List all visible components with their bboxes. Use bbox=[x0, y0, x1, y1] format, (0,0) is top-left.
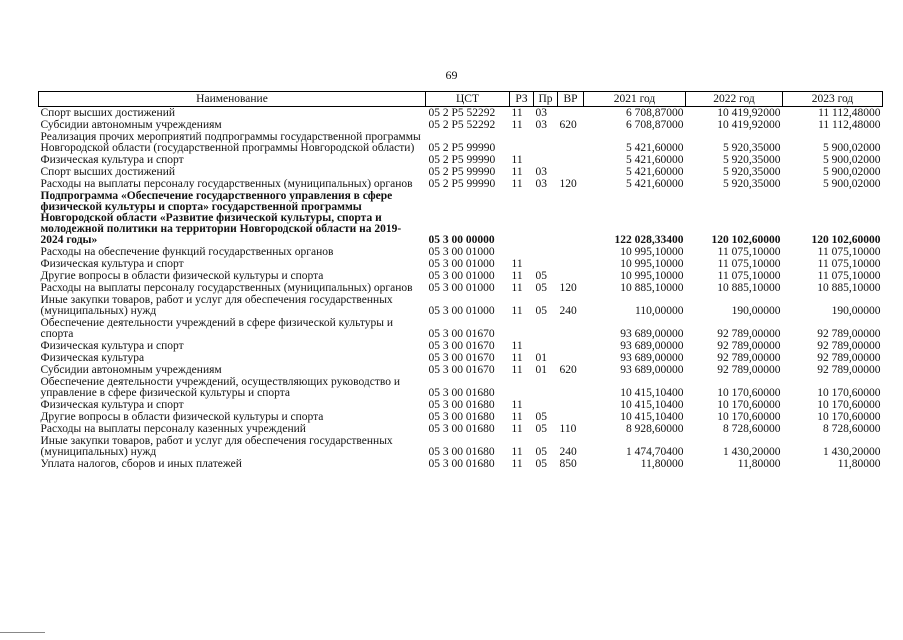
cell-rz: 11 bbox=[511, 352, 523, 364]
cell-name: Расходы на выплаты персоналу государственных (муниципальных) органов bbox=[40, 282, 413, 294]
cell-2022: 11,80000 bbox=[737, 458, 781, 470]
cell-2023: 10 170,60000 bbox=[817, 387, 881, 399]
header-rz: РЗ bbox=[510, 92, 534, 107]
cell-2021: 1 474,70400 bbox=[626, 446, 684, 458]
cell-cst: 05 3 00 01000 bbox=[428, 270, 495, 282]
cell-2022: 10 170,60000 bbox=[717, 399, 781, 411]
cell-name: Другие вопросы в области физической культуры и спорта bbox=[40, 411, 324, 423]
cell-2022: 10 170,60000 bbox=[717, 411, 781, 423]
cell-2021: 5 421,60000 bbox=[626, 142, 684, 154]
cell-rz bbox=[510, 376, 534, 399]
cell-2021: 5 421,60000 bbox=[626, 154, 684, 166]
cell-rz: 11 bbox=[511, 423, 523, 435]
cell-pr: 01 bbox=[535, 364, 547, 376]
cell-pr bbox=[534, 246, 558, 258]
table-header-row bbox=[39, 92, 883, 107]
cell-2023: 190,00000 bbox=[831, 305, 881, 317]
cell-2021: 10 995,10000 bbox=[620, 270, 684, 282]
table-row bbox=[39, 131, 883, 154]
cell-2022: 5 920,35000 bbox=[723, 142, 781, 154]
cell-cst: 05 3 00 01680 bbox=[428, 399, 495, 411]
cell-cst: 05 3 00 01000 bbox=[428, 258, 495, 270]
cell-pr bbox=[534, 399, 558, 411]
cell-vr: 120 bbox=[559, 178, 577, 190]
cell-2021: 110,00000 bbox=[635, 305, 684, 317]
cell-2023: 92 789,00000 bbox=[817, 340, 881, 352]
cell-cst: 05 2 Р5 99990 bbox=[428, 166, 496, 178]
cell-rz: 11 bbox=[511, 340, 523, 352]
cell-rz bbox=[510, 131, 534, 154]
cell-2022: 11 075,10000 bbox=[717, 246, 781, 258]
cell-cst: 05 3 00 01680 bbox=[428, 458, 495, 470]
cell-name: Подпрограмма «Обеспечение государственного управления в сфере физической культуры и спорта» государственной программы Новгородской области «Развитие физической культуры, спорта и молодежной политики на территории Новгородской области на 2019-2024 годы» bbox=[40, 190, 402, 246]
cell-vr: 240 bbox=[559, 446, 577, 458]
cell-2022: 120 102,60000 bbox=[711, 234, 781, 246]
table-row bbox=[39, 107, 883, 120]
cell-rz bbox=[510, 317, 534, 340]
header-2021: 2021 год bbox=[584, 92, 686, 107]
cell-pr: 05 bbox=[535, 270, 547, 282]
cell-vr: 620 bbox=[559, 119, 577, 131]
cell-2023: 8 728,60000 bbox=[823, 423, 881, 435]
cell-pr bbox=[534, 154, 558, 166]
cell-2022: 10 170,60000 bbox=[717, 387, 781, 399]
cell-vr: 120 bbox=[559, 282, 577, 294]
cell-name: Реализация прочих мероприятий подпрограммы государственной программы Новгородской области (государственной программы Новгородской области) bbox=[40, 131, 421, 154]
cell-pr bbox=[534, 258, 558, 270]
cell-2023: 10 170,60000 bbox=[817, 399, 881, 411]
cell-2023: 92 789,00000 bbox=[817, 328, 881, 340]
cell-cst: 05 3 00 01000 bbox=[428, 246, 495, 258]
cell-pr: 03 bbox=[535, 119, 547, 131]
cell-name: Обеспечение деятельности учреждений в сфере физической культуры и спорта bbox=[40, 317, 394, 340]
page-number: 69 bbox=[445, 68, 458, 82]
cell-pr: 05 bbox=[535, 446, 547, 458]
cell-name: Другие вопросы в области физической культуры и спорта bbox=[40, 270, 324, 282]
cell-vr bbox=[558, 107, 584, 120]
cell-2023: 5 900,02000 bbox=[823, 142, 881, 154]
cell-cst: 05 2 Р5 52292 bbox=[428, 107, 496, 119]
cell-pr bbox=[534, 376, 558, 399]
table-row bbox=[39, 294, 883, 317]
cell-name: Физическая культура и спорт bbox=[40, 340, 184, 352]
cell-name: Спорт высших достижений bbox=[40, 166, 176, 178]
cell-cst: 05 3 00 01680 bbox=[428, 446, 495, 458]
cell-2022: 92 789,00000 bbox=[717, 328, 781, 340]
table-row bbox=[39, 458, 883, 470]
cell-2023: 11,80000 bbox=[837, 458, 881, 470]
table-row bbox=[39, 178, 883, 190]
cell-rz: 11 bbox=[511, 458, 523, 470]
table-row bbox=[39, 340, 883, 352]
cell-cst: 05 3 00 00000 bbox=[428, 234, 495, 246]
cell-vr bbox=[558, 190, 584, 246]
cell-vr bbox=[558, 340, 584, 352]
cell-rz: 11 bbox=[511, 270, 523, 282]
cell-vr: 240 bbox=[559, 305, 577, 317]
cell-pr: 03 bbox=[535, 178, 547, 190]
cell-rz: 11 bbox=[511, 411, 523, 423]
cell-2022: 10 885,10000 bbox=[717, 282, 781, 294]
cell-cst: 05 3 00 01000 bbox=[428, 282, 495, 294]
table-row bbox=[39, 411, 883, 423]
header-name: Наименование bbox=[39, 92, 426, 107]
cell-2021: 93 689,00000 bbox=[620, 364, 684, 376]
cell-vr bbox=[558, 258, 584, 270]
cell-2022: 10 419,92000 bbox=[717, 107, 781, 119]
cell-2023: 10 170,60000 bbox=[817, 411, 881, 423]
cell-pr: 05 bbox=[535, 458, 547, 470]
cell-2021: 5 421,60000 bbox=[626, 178, 684, 190]
cell-2023: 11 075,10000 bbox=[817, 246, 881, 258]
cell-2022: 5 920,35000 bbox=[723, 178, 781, 190]
header-2022: 2022 год bbox=[686, 92, 783, 107]
cell-pr: 05 bbox=[535, 282, 547, 294]
cell-vr: 110 bbox=[559, 423, 577, 435]
cell-vr bbox=[558, 166, 584, 178]
cell-2023: 92 789,00000 bbox=[817, 364, 881, 376]
cell-2021: 6 708,87000 bbox=[626, 107, 684, 119]
cell-pr bbox=[534, 317, 558, 340]
cell-vr bbox=[558, 399, 584, 411]
cell-2021: 10 415,10400 bbox=[620, 399, 684, 411]
table-row bbox=[39, 246, 883, 258]
cell-2022: 11 075,10000 bbox=[717, 258, 781, 270]
cell-pr: 03 bbox=[535, 107, 547, 119]
cell-vr bbox=[558, 131, 584, 154]
cell-2021: 10 415,10400 bbox=[620, 387, 684, 399]
cell-2022: 10 419,92000 bbox=[717, 119, 781, 131]
cell-2021: 93 689,00000 bbox=[620, 328, 684, 340]
cell-2022: 5 920,35000 bbox=[723, 166, 781, 178]
budget-table bbox=[38, 91, 883, 470]
cell-vr bbox=[558, 352, 584, 364]
table-row bbox=[39, 270, 883, 282]
table-row bbox=[39, 119, 883, 131]
cell-pr: 05 bbox=[535, 305, 547, 317]
cell-2021: 10 995,10000 bbox=[620, 258, 684, 270]
cell-2022: 8 728,60000 bbox=[723, 423, 781, 435]
cell-2023: 11 112,48000 bbox=[818, 119, 881, 131]
cell-2023: 11 075,10000 bbox=[817, 258, 881, 270]
table-row bbox=[39, 166, 883, 178]
cell-2023: 5 900,02000 bbox=[823, 178, 881, 190]
cell-name: Спорт высших достижений bbox=[40, 107, 176, 119]
table-row bbox=[39, 190, 883, 246]
cell-name: Расходы на выплаты персоналу казенных учреждений bbox=[40, 423, 306, 435]
table-row bbox=[39, 258, 883, 270]
cell-rz: 11 bbox=[511, 178, 523, 190]
table-row bbox=[39, 154, 883, 166]
cell-vr bbox=[558, 317, 584, 340]
cell-cst: 05 3 00 01680 bbox=[428, 423, 495, 435]
cell-rz: 11 bbox=[511, 399, 523, 411]
table-row bbox=[39, 364, 883, 376]
cell-cst: 05 2 Р5 52292 bbox=[428, 119, 496, 131]
cell-pr: 05 bbox=[535, 423, 547, 435]
cell-rz: 11 bbox=[511, 107, 523, 119]
cell-2022: 92 789,00000 bbox=[717, 352, 781, 364]
cell-2023: 92 789,00000 bbox=[817, 352, 881, 364]
cell-2022: 1 430,20000 bbox=[723, 446, 781, 458]
cell-2023: 5 900,02000 bbox=[823, 166, 881, 178]
cell-2022: 11 075,10000 bbox=[717, 270, 781, 282]
cell-pr: 03 bbox=[535, 166, 547, 178]
header-cst: ЦСТ bbox=[426, 92, 510, 107]
cell-rz: 11 bbox=[511, 119, 523, 131]
table-row bbox=[39, 352, 883, 364]
cell-cst: 05 3 00 01670 bbox=[428, 340, 495, 352]
cell-2021: 6 708,87000 bbox=[626, 119, 684, 131]
table-row bbox=[39, 282, 883, 294]
cell-cst: 05 3 00 01000 bbox=[428, 305, 495, 317]
cell-rz bbox=[510, 190, 534, 246]
cell-rz: 11 bbox=[511, 446, 523, 458]
cell-pr bbox=[534, 340, 558, 352]
cell-2021: 11,80000 bbox=[640, 458, 684, 470]
header-vr: ВР bbox=[558, 92, 584, 107]
cell-name: Субсидии автономным учреждениям bbox=[40, 364, 222, 376]
cell-vr bbox=[558, 154, 584, 166]
cell-2021: 93 689,00000 bbox=[620, 352, 684, 364]
cell-name: Иные закупки товаров, работ и услуг для обеспечения государственных (муниципальных) нужд bbox=[40, 435, 393, 458]
cell-2021: 93 689,00000 bbox=[620, 340, 684, 352]
cell-pr bbox=[534, 190, 558, 246]
cell-name: Физическая культура bbox=[40, 352, 145, 364]
cell-2021: 10 885,10000 bbox=[620, 282, 684, 294]
cell-vr bbox=[558, 376, 584, 399]
cell-2023: 11 112,48000 bbox=[818, 107, 881, 119]
table-row bbox=[39, 423, 883, 435]
header-2023: 2023 год bbox=[783, 92, 883, 107]
cell-2023: 10 885,10000 bbox=[817, 282, 881, 294]
table-row bbox=[39, 435, 883, 458]
cell-cst: 05 3 00 01680 bbox=[428, 411, 495, 423]
cell-name: Обеспечение деятельности учреждений, осуществляющих руководство и управление в сфере физической культуры и спорта bbox=[40, 376, 400, 399]
cell-2022: 92 789,00000 bbox=[717, 340, 781, 352]
cell-2022: 190,00000 bbox=[731, 305, 781, 317]
footer-rule bbox=[0, 632, 45, 633]
cell-vr: 620 bbox=[559, 364, 577, 376]
cell-cst: 05 3 00 01670 bbox=[428, 364, 495, 376]
cell-name: Субсидии автономным учреждениям bbox=[40, 119, 222, 131]
cell-pr bbox=[534, 131, 558, 154]
cell-cst: 05 3 00 01670 bbox=[428, 352, 495, 364]
cell-cst: 05 2 Р5 99990 bbox=[428, 154, 496, 166]
cell-2021: 10 415,10400 bbox=[620, 411, 684, 423]
cell-2023: 5 900,02000 bbox=[823, 154, 881, 166]
cell-2021: 5 421,60000 bbox=[626, 166, 684, 178]
cell-2021: 8 928,60000 bbox=[626, 423, 684, 435]
cell-vr bbox=[558, 246, 584, 258]
cell-cst: 05 2 Р5 99990 bbox=[428, 142, 496, 154]
cell-2022: 5 920,35000 bbox=[723, 154, 781, 166]
cell-cst: 05 3 00 01680 bbox=[428, 387, 495, 399]
cell-2023: 11 075,10000 bbox=[817, 270, 881, 282]
cell-rz: 11 bbox=[511, 364, 523, 376]
cell-name: Уплата налогов, сборов и иных платежей bbox=[40, 458, 242, 470]
cell-rz: 11 bbox=[511, 166, 523, 178]
cell-pr: 01 bbox=[535, 352, 547, 364]
header-pr: Пр bbox=[534, 92, 558, 107]
cell-rz: 11 bbox=[511, 258, 523, 270]
cell-2021: 122 028,33400 bbox=[614, 234, 684, 246]
cell-cst: 05 3 00 01670 bbox=[428, 328, 495, 340]
cell-2022: 92 789,00000 bbox=[717, 364, 781, 376]
table-row bbox=[39, 399, 883, 411]
cell-vr bbox=[558, 411, 584, 423]
table-body bbox=[39, 107, 883, 471]
cell-2023: 120 102,60000 bbox=[811, 234, 881, 246]
cell-name: Расходы на выплаты персоналу государственных (муниципальных) органов bbox=[40, 178, 413, 190]
cell-name: Физическая культура и спорт bbox=[40, 154, 184, 166]
cell-2023: 1 430,20000 bbox=[823, 446, 881, 458]
cell-rz: 11 bbox=[511, 154, 523, 166]
cell-name: Физическая культура и спорт bbox=[40, 399, 184, 411]
table-row bbox=[39, 376, 883, 399]
cell-name: Иные закупки товаров, работ и услуг для обеспечения государственных (муниципальных) нужд bbox=[40, 294, 393, 317]
cell-name: Физическая культура и спорт bbox=[40, 258, 184, 270]
cell-name: Расходы на обеспечение функций государственных органов bbox=[40, 246, 334, 258]
cell-rz: 11 bbox=[511, 305, 523, 317]
cell-rz bbox=[510, 246, 534, 258]
cell-2021: 10 995,10000 bbox=[620, 246, 684, 258]
table-row bbox=[39, 317, 883, 340]
cell-rz: 11 bbox=[511, 282, 523, 294]
cell-cst: 05 2 Р5 99990 bbox=[428, 178, 496, 190]
cell-pr: 05 bbox=[535, 411, 547, 423]
cell-vr bbox=[558, 270, 584, 282]
cell-vr: 850 bbox=[559, 458, 577, 470]
